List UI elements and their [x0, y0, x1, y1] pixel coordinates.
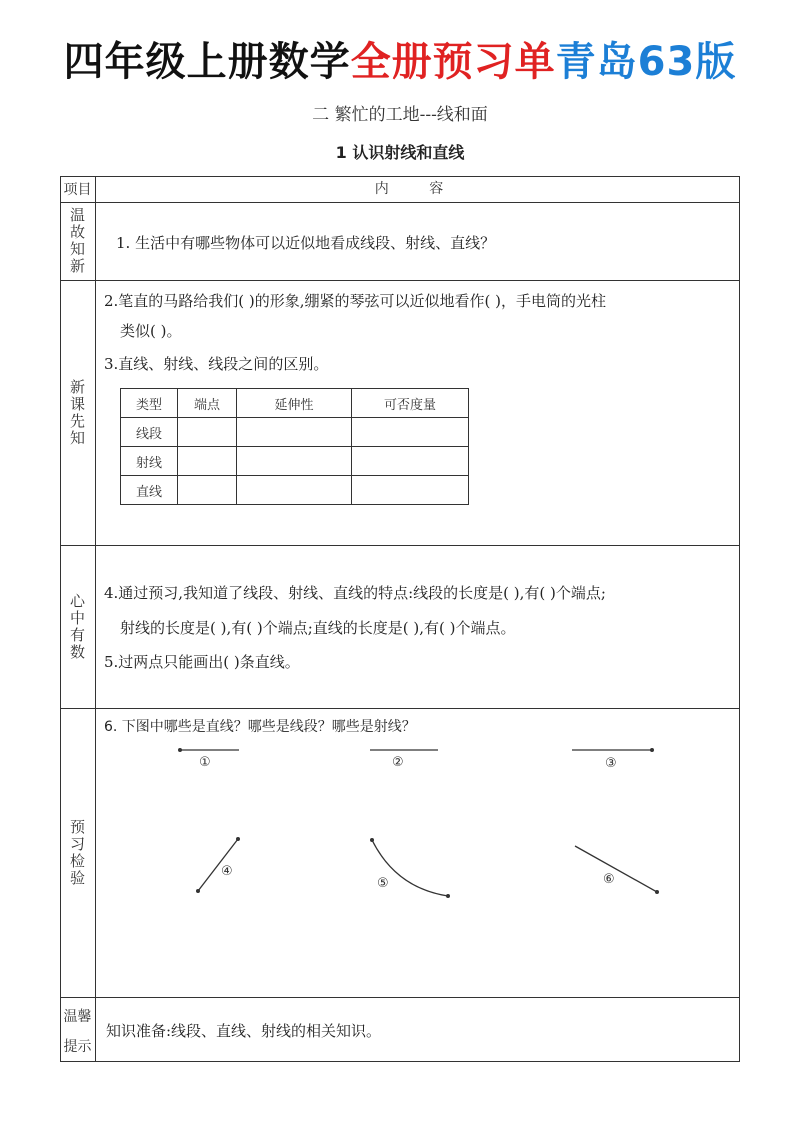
figure-2-label: ②: [392, 755, 404, 770]
question-4-line2: 射线的长度是( ),有( )个端点;直线的长度是( ),有( )个端点。: [120, 619, 516, 637]
table-row: [121, 476, 469, 505]
row-divider: [60, 202, 740, 203]
title-part-edition: 青岛63版: [555, 39, 737, 85]
question-1: 1. 生活中有哪些物体可以近似地看成线段、射线、直线？: [116, 234, 496, 252]
answer-cell[interactable]: [178, 476, 237, 505]
question-4-line1: 4.通过预习,我知道了线段、射线、直线的特点:线段的长度是( ),有( )个端点;: [104, 584, 606, 602]
endpoint-dot: [446, 894, 450, 898]
question-3: 3.直线、射线、线段之间的区别。: [104, 355, 329, 373]
answer-cell[interactable]: [237, 418, 352, 447]
section-label-mind: 心中有数: [68, 592, 86, 661]
answer-cell[interactable]: [352, 418, 469, 447]
figure-1-label: ①: [199, 755, 211, 770]
endpoint-dot: [655, 890, 659, 894]
section-label-review: 温故知新: [68, 207, 86, 275]
endpoint-dot: [236, 837, 240, 841]
line-types-table: [120, 388, 469, 505]
title-part-preview: 全册预习单: [350, 39, 556, 85]
chapter-heading: 二 繁忙的工地---线和面: [312, 105, 488, 125]
row-divider: [60, 280, 740, 281]
section-label-tips-bottom: 提示: [63, 1039, 92, 1055]
row-label: 线段: [121, 418, 178, 447]
row-label: 直线: [121, 476, 178, 505]
answer-cell[interactable]: [237, 476, 352, 505]
answer-cell[interactable]: [178, 447, 237, 476]
question-2-line2: 类似( )。: [120, 322, 182, 340]
figure-6-label: ⑥: [603, 872, 615, 887]
table-row: [121, 447, 469, 476]
tips-text: 知识准备:线段、直线、射线的相关知识。: [106, 1022, 382, 1040]
answer-cell[interactable]: [352, 476, 469, 505]
table-header: 类型: [121, 389, 178, 418]
title-part-grade: 四年级上册数学: [63, 39, 351, 85]
figure-3-label: ③: [605, 756, 617, 771]
question-5: 5.过两点只能画出( )条直线。: [104, 653, 300, 671]
row-divider: [60, 997, 740, 998]
section-label-tips-top: 温馨: [63, 1009, 92, 1025]
figure-4-label: ④: [221, 864, 233, 879]
endpoint-dot: [650, 748, 654, 752]
lesson-heading: 1 认识射线和直线: [335, 143, 465, 162]
table-header: 端点: [178, 389, 237, 418]
table-row: [121, 418, 469, 447]
answer-cell[interactable]: [352, 447, 469, 476]
header-item-label: 项目: [63, 182, 92, 198]
figure-5-label: ⑤: [377, 876, 389, 891]
endpoint-dot: [178, 748, 182, 752]
line-figures: [96, 736, 740, 996]
page-title: [0, 30, 800, 87]
answer-cell[interactable]: [237, 447, 352, 476]
table-header: 可否度量: [352, 389, 469, 418]
section-label-check: 预习检验: [68, 818, 86, 887]
endpoint-dot: [370, 838, 374, 842]
header-content-label: 内 容: [374, 181, 462, 197]
figure-6-ray: [575, 846, 657, 892]
row-label: 射线: [121, 447, 178, 476]
row-divider: [60, 708, 740, 709]
question-6: 6. 下图中哪些是直线？哪些是线段？哪些是射线？: [104, 719, 416, 735]
endpoint-dot: [196, 889, 200, 893]
section-label-new: 新课先知: [68, 378, 86, 447]
table-header: 延伸性: [237, 389, 352, 418]
row-divider: [60, 545, 740, 546]
table-header-row: [121, 389, 469, 418]
answer-cell[interactable]: [178, 418, 237, 447]
question-2-line1: 2.笔直的马路给我们( )的形象,绷紧的琴弦可以近似地看作( )，手电筒的光柱: [104, 292, 607, 310]
